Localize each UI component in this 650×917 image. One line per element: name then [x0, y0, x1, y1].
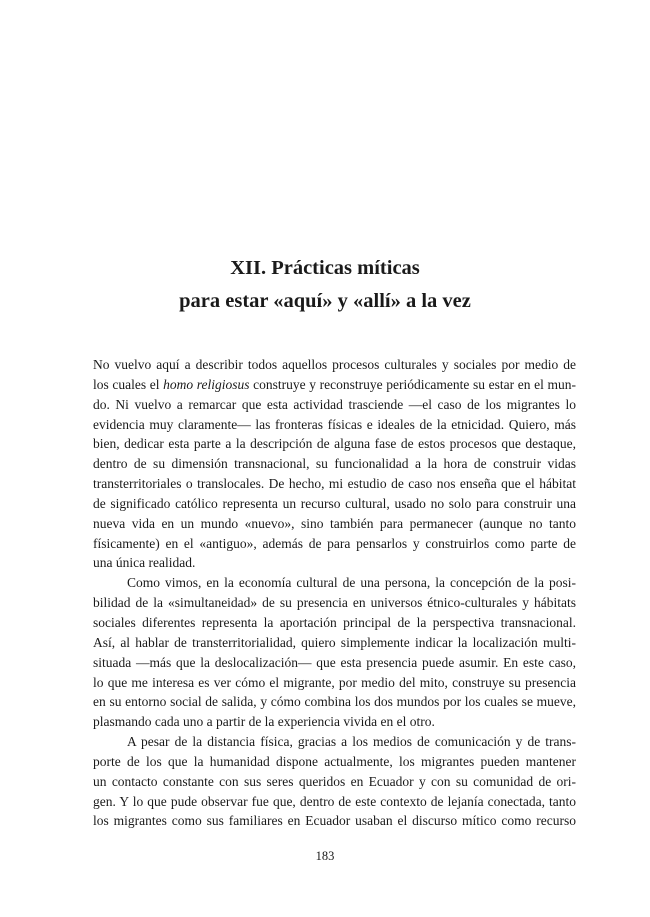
text-fragment: los cuales el: [93, 376, 164, 392]
text-line: una única realidad.: [93, 555, 196, 571]
italic-term: homo religiosus: [163, 376, 250, 392]
text-line: físicamente) en el «antiguo», además de para pensarlos y construirlos como parte de: [93, 535, 576, 551]
chapter-title-line-2: para estar «aquí» y «allí» a la vez: [179, 290, 471, 312]
text-line: [93, 375, 576, 395]
text-line: lo que me interesa es ver cómo el migrante, por medio del mito, construye su presencia: [93, 674, 576, 690]
text-line: en su entorno social de salida, y cómo combina los dos mundos por los cuales se mueve,: [93, 694, 576, 710]
text-line: A pesar de la distancia física, gracias a los medios de comunicación y de trans-: [127, 734, 576, 750]
chapter-title-line-1: XII. Prácticas míticas: [230, 257, 420, 279]
text-line: Como vimos, en la economía cultural de una persona, la concepción de la posi-: [127, 575, 576, 591]
text-line: Así, al hablar de transterritorialidad, quiero simplemente indicar la localización multi-: [93, 634, 576, 650]
text-line: transterritoriales o translocales. De hecho, mi estudio de caso nos enseña que el hábitat: [93, 476, 576, 492]
text-line: situada —más que la deslocalización— que esta presencia puede asumir. En este caso,: [93, 654, 576, 670]
text-line: plasmando cada uno a partir de la experiencia vivida en el otro.: [93, 714, 435, 730]
text-line: nueva vida en un mundo «nuevo», sino también para permanecer (aunque no tanto: [93, 515, 576, 531]
paragraph-1: [93, 355, 576, 573]
page-number: 183: [315, 849, 335, 863]
text-line: No vuelvo aquí a describir todos aquellos procesos culturales y sociales por medio de: [93, 357, 576, 372]
text-fragment: construye y reconstruye periódicamente su estar en el mun-: [249, 376, 576, 392]
chapter-title: [0, 252, 650, 318]
paragraph-2: [93, 573, 576, 732]
text-line: un contacto constante con sus seres queridos en Ecuador y con su comunidad de ori-: [93, 773, 576, 789]
text-line: los migrantes como sus familiares en Ecuador usaban el discurso mítico como recurso: [93, 813, 576, 829]
text-line: sociales diferentes representa la aportación principal de la perspectiva transnacional.: [93, 614, 576, 630]
text-line: bilidad de la «simultaneidad» de su presencia en universos étnico-culturales y hábitats: [93, 595, 576, 611]
text-line: do. Ni vuelvo a remarcar que esta actividad trasciende —el caso de los migrantes lo: [93, 396, 576, 412]
body-text: [93, 355, 576, 831]
text-line: de significado católico representa un recurso cultural, usado no solo para construir una: [93, 495, 576, 511]
text-line: bien, dedicar esta parte a la descripción de alguna fase de estos procesos que destaque,: [93, 436, 576, 452]
text-line: dentro de su dimensión transnacional, su funcionalidad a la hora de construir vidas: [93, 456, 576, 472]
paragraph-3: [93, 732, 576, 831]
text-line: gen. Y lo que pude observar fue que, dentro de este contexto de lejanía conectada, tanto: [93, 793, 576, 809]
text-line: evidencia muy claramente— las fronteras físicas e ideales de la etnicidad. Quiero, más: [93, 416, 576, 432]
text-line: porte de los que la humanidad dispone actualmente, los migrantes pueden mantener: [93, 753, 576, 769]
